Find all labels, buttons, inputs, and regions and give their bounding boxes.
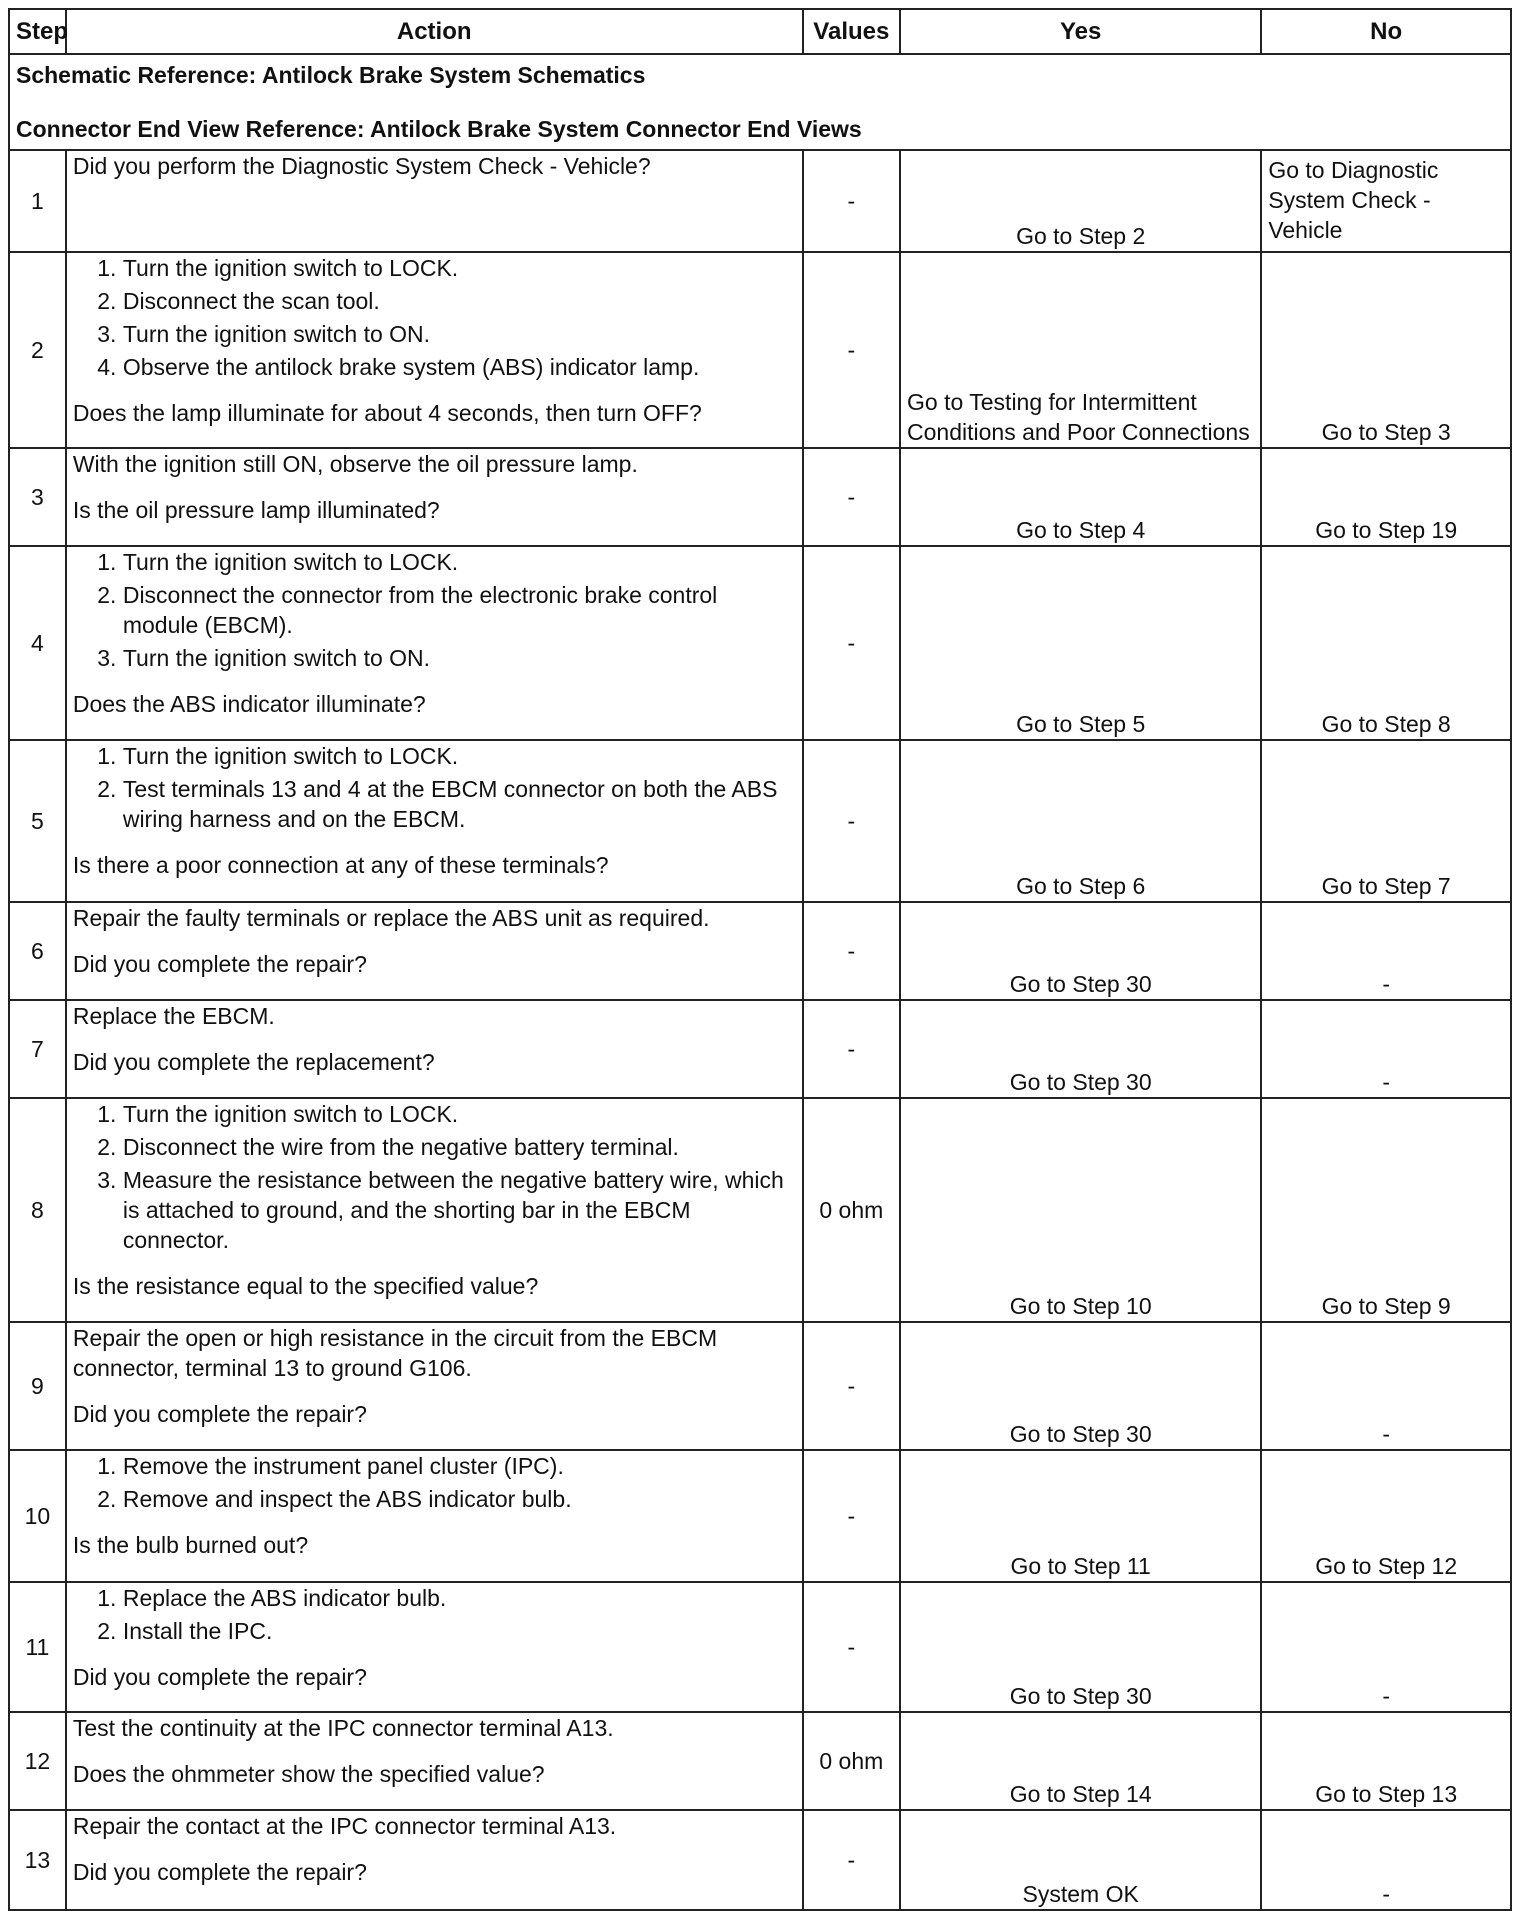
action-step: 2. Disconnect the scan tool.	[123, 286, 796, 316]
no-cell: -	[1261, 1810, 1511, 1910]
no-cell: -	[1261, 902, 1511, 1000]
action-question: Is the resistance equal to the specified value?	[72, 1273, 539, 1299]
action-step: 2. Remove and inspect the ABS indicator bulb.	[123, 1484, 796, 1514]
action-step: 1. Turn the ignition switch to LOCK.	[123, 741, 796, 771]
action-steps	[73, 1583, 796, 1646]
action-question: Does the lamp illuminate for about 4 seconds, then turn OFF?	[72, 400, 702, 426]
action-step: 1. Replace the ABS indicator bulb.	[123, 1583, 796, 1613]
yes-cell: Go to Step 11	[900, 1450, 1261, 1582]
no-cell: -	[1261, 1322, 1511, 1450]
header-yes: Yes	[900, 9, 1261, 54]
header-values: Values	[803, 9, 900, 54]
connector-reference: Connector End View Reference: Antilock Brake System Connector End Views	[16, 116, 862, 142]
action-text: Repair the faulty terminals or replace the ABS unit as required.	[72, 905, 710, 931]
action-question: Did you complete the repair?	[72, 1859, 367, 1885]
values-cell: -	[803, 740, 900, 902]
action-cell	[66, 1098, 803, 1322]
reference-row	[9, 54, 1511, 150]
no-cell: Go to Step 9	[1261, 1098, 1511, 1322]
step-number: 1	[9, 150, 66, 252]
no-cell: Go to Step 19	[1261, 448, 1511, 546]
action-question: Does the ohmmeter show the specified value?	[72, 1761, 545, 1787]
action-step: 1. Turn the ignition switch to LOCK.	[123, 253, 796, 283]
table-row	[9, 252, 1511, 448]
yes-cell: Go to Step 30	[900, 1000, 1261, 1098]
table-row	[9, 1322, 1511, 1450]
step-number: 6	[9, 902, 66, 1000]
no-cell: Go to Step 13	[1261, 1712, 1511, 1810]
step-number: 3	[9, 448, 66, 546]
action-step: 2. Disconnect the wire from the negative battery terminal.	[123, 1132, 796, 1162]
action-steps	[73, 741, 796, 834]
action-question: Did you complete the repair?	[72, 951, 367, 977]
no-cell: Go to Step 12	[1261, 1450, 1511, 1582]
no-cell: Go to Step 3	[1261, 252, 1511, 448]
diagnostic-table	[8, 8, 1512, 1911]
action-cell	[66, 1450, 803, 1582]
action-text: Did you perform the Diagnostic System Check - Vehicle?	[72, 153, 651, 179]
action-cell	[66, 1000, 803, 1098]
action-text: Repair the contact at the IPC connector terminal A13.	[72, 1813, 617, 1839]
action-text: With the ignition still ON, observe the oil pressure lamp.	[72, 451, 638, 477]
action-cell	[66, 1582, 803, 1712]
action-steps	[73, 1451, 796, 1514]
values-cell: -	[803, 1582, 900, 1712]
action-steps	[73, 1099, 796, 1255]
step-number: 13	[9, 1810, 66, 1910]
action-question: Is the oil pressure lamp illuminated?	[72, 497, 440, 523]
step-number: 8	[9, 1098, 66, 1322]
yes-cell: System OK	[900, 1810, 1261, 1910]
action-steps	[73, 547, 796, 673]
no-cell: -	[1261, 1582, 1511, 1712]
values-cell: -	[803, 1450, 900, 1582]
yes-cell: Go to Step 30	[900, 902, 1261, 1000]
values-cell: -	[803, 902, 900, 1000]
action-text: Test the continuity at the IPC connector terminal A13.	[72, 1715, 614, 1741]
action-cell	[66, 902, 803, 1000]
no-cell: Go to Diagnostic System Check - Vehicle	[1261, 150, 1511, 252]
step-number: 2	[9, 252, 66, 448]
yes-cell: Go to Step 30	[900, 1322, 1261, 1450]
action-step: 1. Turn the ignition switch to LOCK.	[123, 1099, 796, 1129]
table-row	[9, 546, 1511, 740]
yes-cell: Go to Step 30	[900, 1582, 1261, 1712]
action-text: Replace the EBCM.	[72, 1003, 275, 1029]
yes-cell: Go to Step 10	[900, 1098, 1261, 1322]
action-question: Is there a poor connection at any of these terminals?	[72, 852, 609, 878]
step-number: 9	[9, 1322, 66, 1450]
table-row	[9, 1810, 1511, 1910]
action-question: Did you complete the replacement?	[72, 1049, 435, 1075]
values-cell: -	[803, 1000, 900, 1098]
table-row	[9, 1000, 1511, 1098]
table-row	[9, 1712, 1511, 1810]
action-step: 2. Test terminals 13 and 4 at the EBCM connector on both the ABS wiring harness and on the EBCM.	[123, 774, 796, 834]
step-number: 11	[9, 1582, 66, 1712]
no-cell: Go to Step 7	[1261, 740, 1511, 902]
action-step: 3. Measure the resistance between the negative battery wire, which is attached to ground, and the shorting bar in the EBCM connector.	[123, 1165, 796, 1255]
action-step: 4. Observe the antilock brake system (ABS) indicator lamp.	[123, 352, 796, 382]
action-step: 3. Turn the ignition switch to ON.	[123, 643, 796, 673]
action-step: 1. Turn the ignition switch to LOCK.	[123, 547, 796, 577]
header-no: No	[1261, 9, 1511, 54]
action-question: Does the ABS indicator illuminate?	[72, 691, 426, 717]
table-row	[9, 740, 1511, 902]
action-steps	[73, 253, 796, 382]
action-cell	[66, 1712, 803, 1810]
step-number: 10	[9, 1450, 66, 1582]
action-step: 3. Turn the ignition switch to ON.	[123, 319, 796, 349]
table-row	[9, 150, 1511, 252]
action-text: Repair the open or high resistance in the circuit from the EBCM connector, terminal 13 to ground G106.	[72, 1325, 718, 1381]
yes-cell: Go to Step 4	[900, 448, 1261, 546]
table-header-row	[9, 9, 1511, 54]
reference-cell	[9, 54, 1511, 150]
step-number: 7	[9, 1000, 66, 1098]
action-step: 2. Install the IPC.	[123, 1616, 796, 1646]
action-cell	[66, 1322, 803, 1450]
action-cell	[66, 252, 803, 448]
values-cell: -	[803, 1810, 900, 1910]
table-row	[9, 1450, 1511, 1582]
no-cell: Go to Step 8	[1261, 546, 1511, 740]
table-row	[9, 902, 1511, 1000]
values-cell: -	[803, 1322, 900, 1450]
yes-cell: Go to Step 14	[900, 1712, 1261, 1810]
values-cell: -	[803, 252, 900, 448]
table-row	[9, 1582, 1511, 1712]
step-number: 12	[9, 1712, 66, 1810]
table-row	[9, 1098, 1511, 1322]
action-cell	[66, 448, 803, 546]
yes-cell: Go to Step 6	[900, 740, 1261, 902]
header-step: Step	[9, 9, 66, 54]
action-question: Did you complete the repair?	[72, 1401, 367, 1427]
action-question: Is the bulb burned out?	[72, 1532, 309, 1558]
values-cell: -	[803, 448, 900, 546]
values-cell: -	[803, 546, 900, 740]
action-cell	[66, 740, 803, 902]
yes-cell: Go to Step 2	[900, 150, 1261, 252]
no-cell: -	[1261, 1000, 1511, 1098]
values-cell: -	[803, 150, 900, 252]
step-number: 5	[9, 740, 66, 902]
values-cell: 0 ohm	[803, 1098, 900, 1322]
action-question: Did you complete the repair?	[72, 1664, 367, 1690]
action-cell	[66, 1810, 803, 1910]
action-cell	[66, 546, 803, 740]
action-cell	[66, 150, 803, 252]
yes-cell: Go to Testing for Intermittent Conditions and Poor Connections	[900, 252, 1261, 448]
values-cell: 0 ohm	[803, 1712, 900, 1810]
action-step: 1. Remove the instrument panel cluster (IPC).	[123, 1451, 796, 1481]
action-step: 2. Disconnect the connector from the electronic brake control module (EBCM).	[123, 580, 796, 640]
table-row	[9, 448, 1511, 546]
schematic-reference: Schematic Reference: Antilock Brake System Schematics	[16, 62, 646, 88]
step-number: 4	[9, 546, 66, 740]
header-action: Action	[66, 9, 803, 54]
yes-cell: Go to Step 5	[900, 546, 1261, 740]
